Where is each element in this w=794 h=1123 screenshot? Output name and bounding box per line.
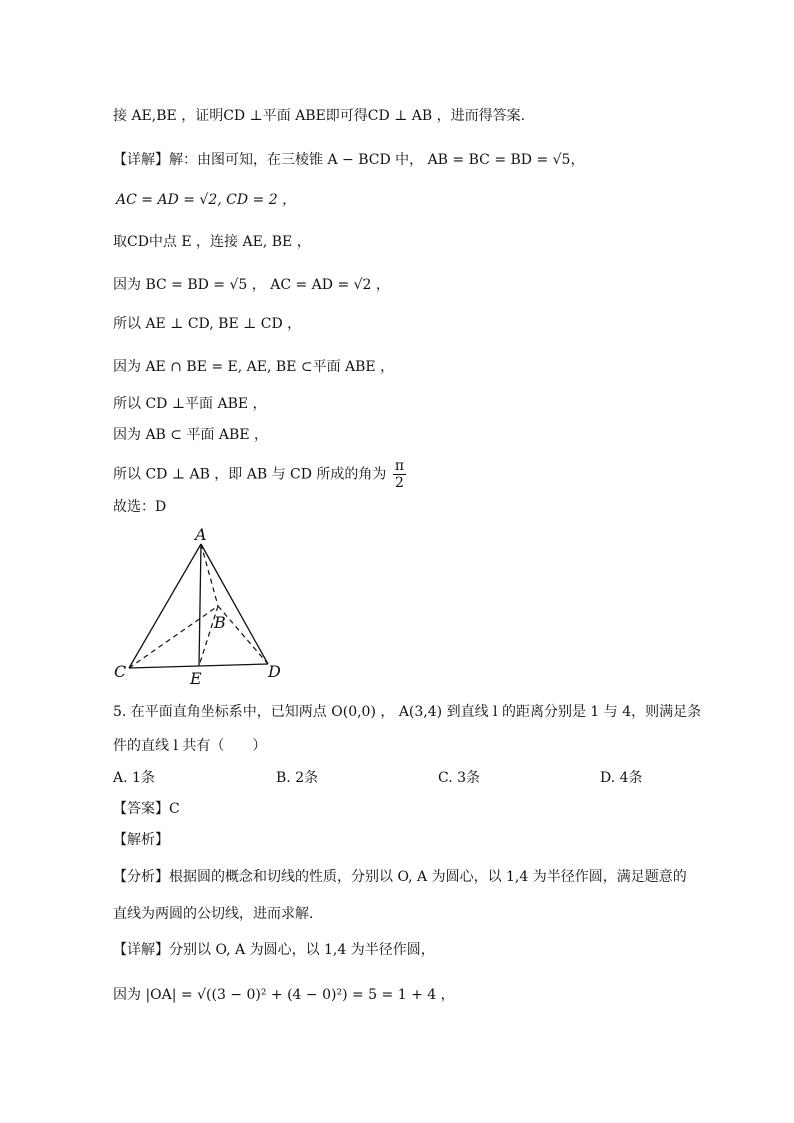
solution-line-1: 接 AE,BE ，证明CD ⊥平面 ABE即可得CD ⊥ AB ，进而得答案. xyxy=(113,108,526,124)
option-d: D. 4条 xyxy=(600,770,643,786)
option-b: B. 2条 xyxy=(276,770,319,786)
equation-line-ac-ad: AC = AD = √2, CD = 2 ， xyxy=(116,192,297,208)
solution-line-therefore-1: 所以 AE ⊥ CD, BE ⊥ CD ， xyxy=(113,316,302,332)
answer-label: 【答案】C xyxy=(113,801,180,817)
analysis-heading: 【解析】 xyxy=(113,832,169,848)
conclusion-text: 所以 CD ⊥ AB ，即 AB 与 CD 所成的角为 xyxy=(113,466,387,483)
vertex-label-a: A xyxy=(195,525,207,544)
solution-line-conclusion xyxy=(113,458,406,491)
edge-cd xyxy=(129,664,268,668)
vertex-label-d: D xyxy=(268,662,281,681)
calculation-line: 因为 |OA| = √((3 − 0)² + (4 − 0)²) = 5 = 1 + 4 ， xyxy=(113,987,455,1003)
analysis-line-2: 直线为两圆的公切线，进而求解. xyxy=(113,906,314,922)
solution-line-because-2: 因为 AE ∩ BE = E, AE, BE ⊂平面 ABE ， xyxy=(113,359,395,375)
segment-be xyxy=(199,606,218,666)
analysis-line-1: 【分析】根据圆的概念和切线的性质，分别以 O, A 为圆心，以 1,4 为半径作圆，满足题意的 xyxy=(113,869,687,885)
solution-line-therefore-2: 所以 CD ⊥平面 ABE ， xyxy=(113,396,267,412)
edge-cb xyxy=(129,606,218,668)
vertex-label-c: C xyxy=(114,662,127,681)
question-5-stem-line-1: 5. 在平面直角坐标系中，已知两点 O(0,0) ， A(3,4) 到直线 l 的距离分别是 1 与 4，则满足条 xyxy=(113,704,702,720)
edge-ab xyxy=(201,544,218,606)
edge-ad xyxy=(201,544,268,664)
detail-line-2: 【详解】分别以 O, A 为圆心，以 1,4 为半径作圆， xyxy=(113,942,435,958)
edge-bd xyxy=(218,606,268,664)
angle-fraction xyxy=(393,458,406,491)
point-label-e: E xyxy=(190,669,202,688)
detail-line-1: 【详解】解：由图可知，在三棱锥 A − BCD 中， AB = BC = BD = √5， xyxy=(113,152,585,168)
segment-ae xyxy=(199,544,201,666)
answer-choice-line: 故选：D xyxy=(113,499,167,515)
solution-line-midpoint: 取CD中点 E ，连接 AE, BE ， xyxy=(113,234,311,250)
solution-line-because-1: 因为 BC = BD = √5 ， AC = AD = √2 ， xyxy=(113,277,390,293)
fraction-denominator: 2 xyxy=(395,475,404,491)
option-a: A. 1条 xyxy=(113,770,155,786)
vertex-label-b: B xyxy=(214,613,226,632)
question-5-stem-line-2: 件的直线 l 共有（ ） xyxy=(113,738,267,754)
fraction-numerator: π xyxy=(394,458,405,474)
solution-line-because-3: 因为 AB ⊂ 平面 ABE ， xyxy=(113,427,268,443)
option-c: C. 3条 xyxy=(438,770,481,786)
edge-ac xyxy=(129,544,201,668)
